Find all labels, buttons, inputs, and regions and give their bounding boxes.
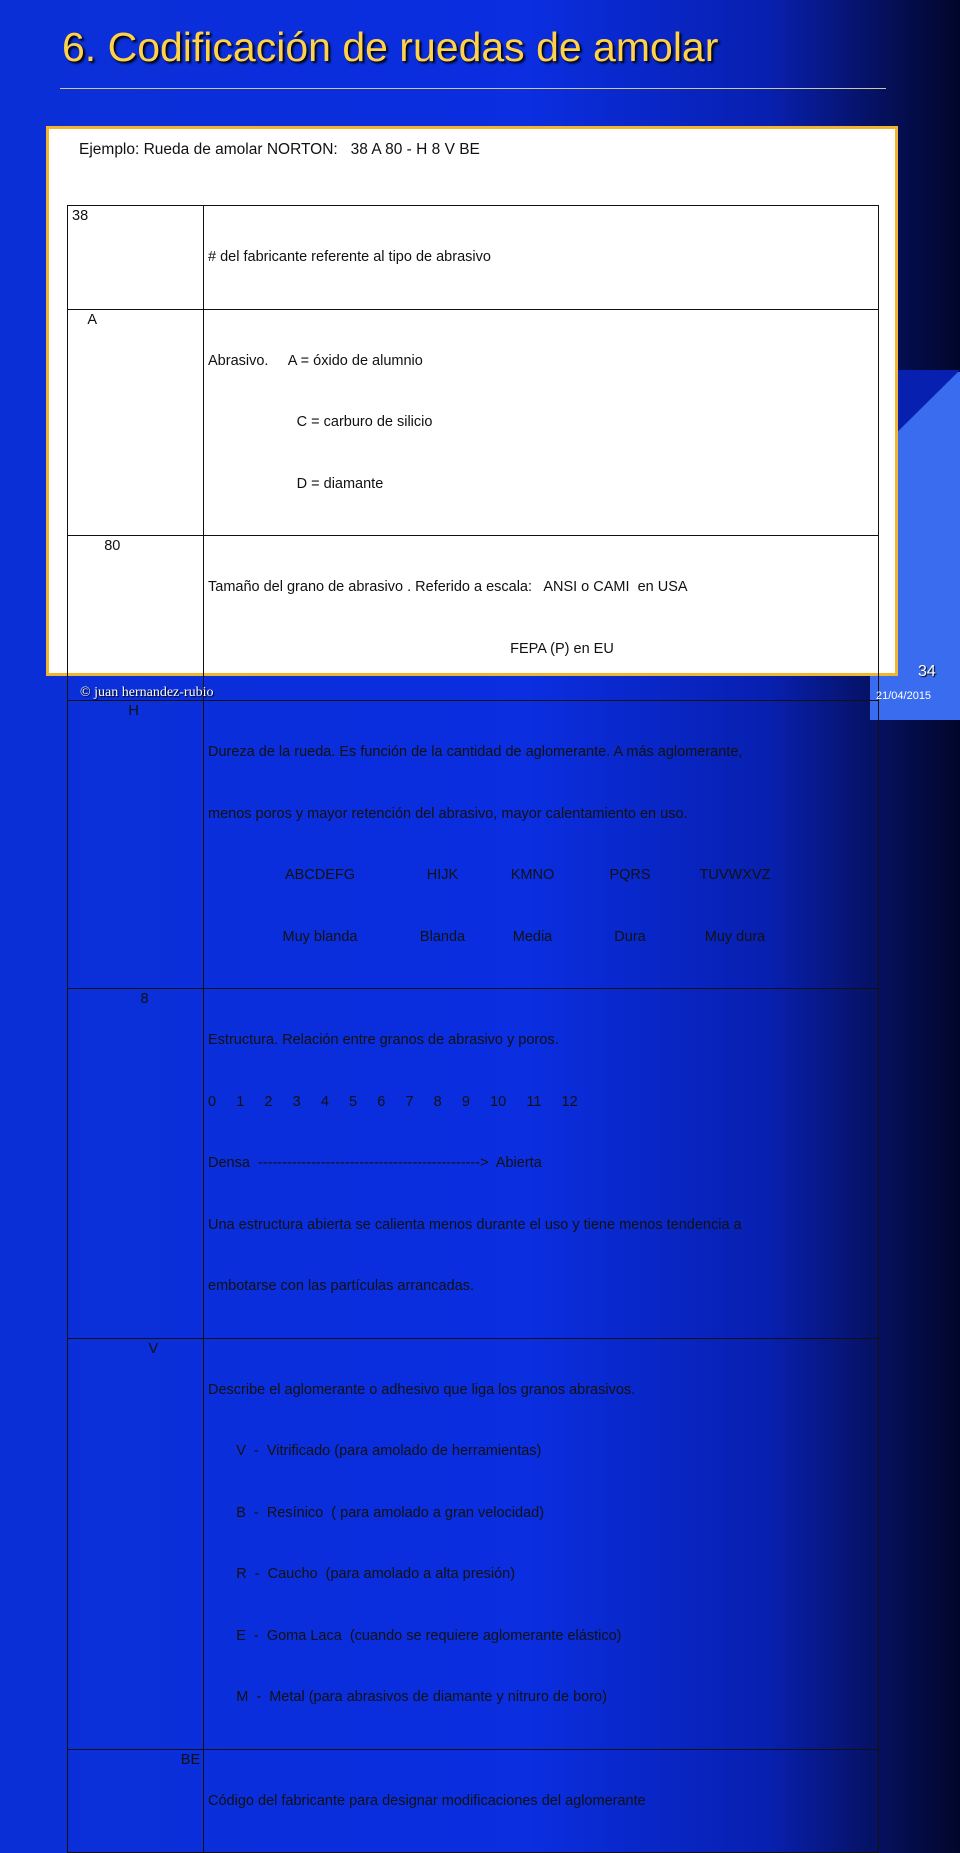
row-desc: [204, 206, 879, 310]
hardness-letters: [208, 865, 878, 886]
grade-letters: PQRS: [609, 867, 651, 883]
row-code: A: [68, 309, 204, 536]
row-code: 38: [68, 206, 204, 310]
desc-line: B - Resínico ( para amolado a gran velocidad): [208, 1504, 545, 1521]
desc-line: Abrasivo. A = óxido de alumnio: [208, 352, 423, 369]
table-row: [68, 1749, 879, 1853]
desc-line: Código del fabricante para designar modificaciones del aglomerante: [208, 1792, 646, 1809]
title-divider: [60, 88, 886, 89]
desc-line: E - Goma Laca (cuando se requiere aglomerante elástico): [208, 1627, 622, 1644]
desc-line: # del fabricante referente al tipo de abrasivo: [208, 249, 491, 265]
desc-line: Densa ----------------------------------------------> Abierta: [208, 1155, 542, 1171]
table-row: [68, 701, 879, 989]
grade-letters: ABCDEFG: [284, 867, 356, 883]
row-code: 80: [68, 536, 204, 701]
grade-letters: TUVWXVZ: [699, 867, 771, 883]
desc-line: C = carburo de silicio: [208, 414, 433, 430]
row-desc: [204, 536, 879, 701]
grade-label: Blanda: [419, 928, 466, 945]
footer-author: © juan hernandez-rubio: [80, 685, 214, 700]
slide-title: 6. Codificación de ruedas de amolar: [62, 24, 719, 70]
row-code: V: [68, 1338, 204, 1749]
row-code: 8: [68, 989, 204, 1339]
desc-line: Dureza de la rueda. Es función de la cantidad de aglomerante. A más aglomerante,: [208, 744, 743, 760]
row-desc: [204, 701, 879, 989]
desc-line: Describe el aglomerante o adhesivo que liga los granos abrasivos.: [208, 1381, 636, 1398]
row-desc: [204, 309, 879, 536]
hardness-labels: [208, 927, 878, 948]
grade-label: Muy blanda: [282, 928, 358, 945]
grade-label: Dura: [614, 928, 646, 945]
table-row: [68, 989, 879, 1339]
desc-line: V - Vitrificado (para amolado de herramientas): [208, 1443, 542, 1459]
row-desc: [204, 1338, 879, 1749]
row-desc: [204, 989, 879, 1339]
table-row: [68, 206, 879, 310]
desc-line: Tamaño del grano de abrasivo . Referido a escala: ANSI o CAMI en USA: [208, 579, 688, 595]
grade-label: Media: [512, 928, 553, 945]
table-row: [68, 309, 879, 536]
grade-letters: KMNO: [510, 867, 555, 883]
desc-line: menos poros y mayor retención del abrasivo, mayor calentamiento en uso.: [208, 805, 688, 822]
desc-line: embotarse con las partículas arrancadas.: [208, 1278, 474, 1294]
desc-line: Estructura. Relación entre granos de abrasivo y poros.: [208, 1032, 559, 1048]
example-line: Ejemplo: Rueda de amolar NORTON: 38 A 80 - H 8 V BE: [79, 141, 480, 158]
coding-table: [67, 205, 879, 1853]
desc-line: FEPA (P) en EU: [208, 640, 614, 657]
table-row: [68, 1338, 879, 1749]
row-desc: [204, 1749, 879, 1853]
desc-line: Una estructura abierta se calienta menos durante el uso y tiene menos tendencia a: [208, 1216, 742, 1233]
grade-letters: HIJK: [426, 867, 459, 883]
desc-line: 0 1 2 3 4 5 6 7 8 9 10 11 12: [208, 1093, 578, 1110]
page-number: 34: [918, 663, 936, 680]
slide-date: 21/04/2015: [876, 690, 932, 702]
row-code: H: [68, 701, 204, 989]
desc-line: M - Metal (para abrasivos de diamante y nitruro de boro): [208, 1689, 607, 1705]
table-row: [68, 536, 879, 701]
row-code: BE: [68, 1749, 204, 1853]
desc-line: R - Caucho (para amolado a alta presión): [208, 1566, 516, 1582]
desc-line: D = diamante: [208, 475, 384, 492]
grade-label: Muy dura: [704, 928, 766, 945]
